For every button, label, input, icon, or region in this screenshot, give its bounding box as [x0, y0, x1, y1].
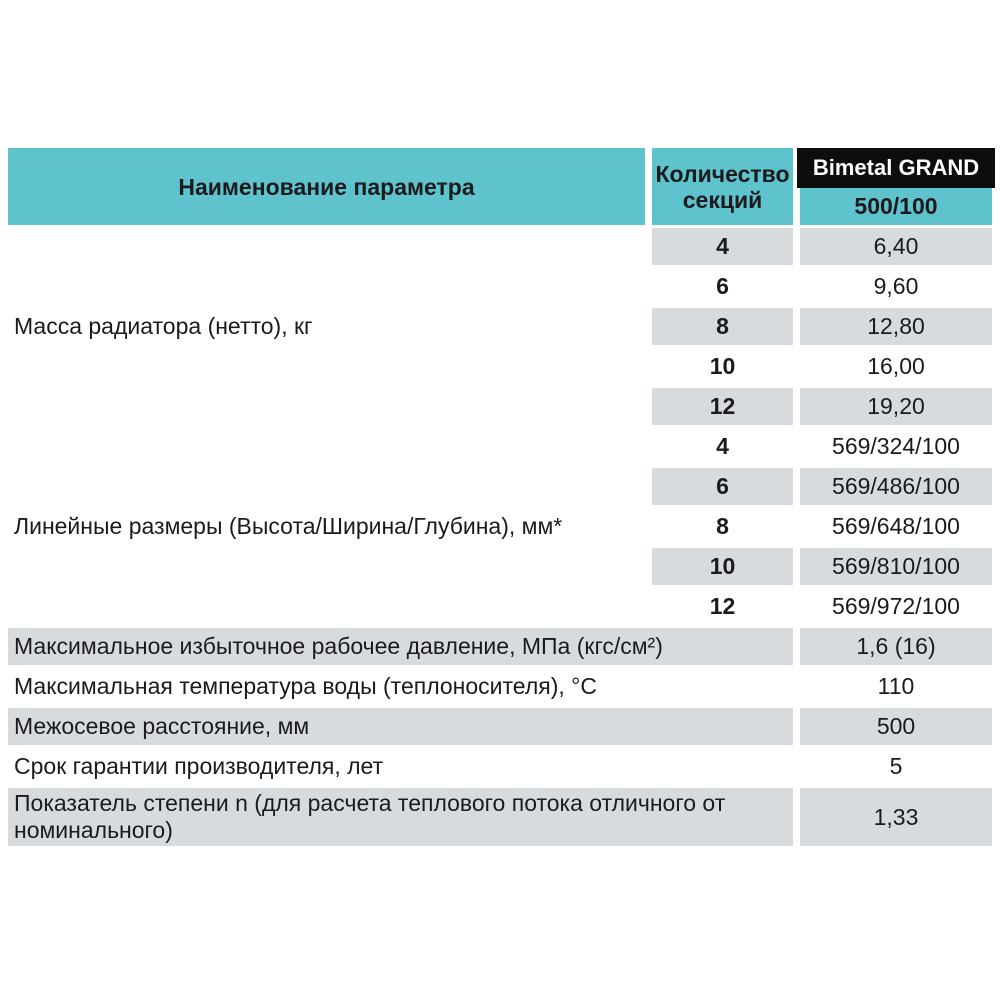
sections-cell: 4: [716, 433, 729, 459]
header-row: [8, 148, 992, 225]
sections-cell: 12: [709, 593, 736, 619]
table-row: [8, 628, 992, 665]
group-name-dimensions: Линейные размеры (Высота/Ширина/Глубина), мм*: [14, 513, 563, 539]
brand-label: Bimetal GRAND: [797, 148, 995, 188]
value-cell: 569/648/100: [832, 513, 960, 539]
sections-cell: 12: [652, 388, 793, 425]
value-cell: 569/810/100: [800, 548, 992, 585]
table-row: [8, 668, 992, 705]
value-cell: 12,80: [800, 308, 992, 345]
value-cell: 569/324/100: [832, 433, 960, 459]
sections-cell: 4: [652, 228, 793, 265]
value-cell: 6,40: [800, 228, 992, 265]
value-cell: 19,20: [800, 388, 992, 425]
spec-table: [1, 145, 999, 849]
value-cell: 500: [800, 708, 992, 745]
sections-cell: 6: [716, 273, 729, 299]
table-row: [8, 788, 992, 846]
param-column-header: Наименование параметра: [8, 148, 645, 225]
row-name-warranty: Срок гарантии производителя, лет: [14, 753, 384, 779]
value-cell: 110: [877, 673, 915, 699]
value-cell: 5: [889, 753, 903, 779]
value-cell: 16,00: [867, 353, 925, 379]
row-name-pressure: Максимальное избыточное рабочее давление, МПа (кгс/см²): [8, 628, 793, 665]
sections-cell: 6: [652, 468, 793, 505]
value-cell: 569/486/100: [800, 468, 992, 505]
sections-cell: 8: [716, 513, 729, 539]
table-row: [8, 708, 992, 745]
row-name-exponent-n: Показатель степени n (для расчета теплового потока отличного от номинального): [8, 788, 793, 846]
row-name-axle-distance: Межосевое расстояние, мм: [8, 708, 793, 745]
table-row: [8, 228, 992, 265]
value-cell: 569/972/100: [832, 593, 960, 619]
value-cell: 1,33: [800, 788, 992, 846]
model-label: 500/100: [800, 188, 992, 225]
sections-cell: 10: [652, 548, 793, 585]
table-row: [8, 428, 992, 465]
group-name-mass: Масса радиатора (нетто), кг: [14, 313, 313, 339]
table-row: [8, 748, 992, 785]
brand-column-header: [800, 148, 992, 225]
sections-column-header: Количество секций: [652, 148, 793, 225]
value-cell: 9,60: [873, 273, 919, 299]
value-cell: 1,6 (16): [800, 628, 992, 665]
sections-cell: 8: [652, 308, 793, 345]
row-name-max-temperature: Максимальная температура воды (теплоносителя), °С: [14, 673, 597, 699]
sections-cell: 10: [709, 353, 736, 379]
